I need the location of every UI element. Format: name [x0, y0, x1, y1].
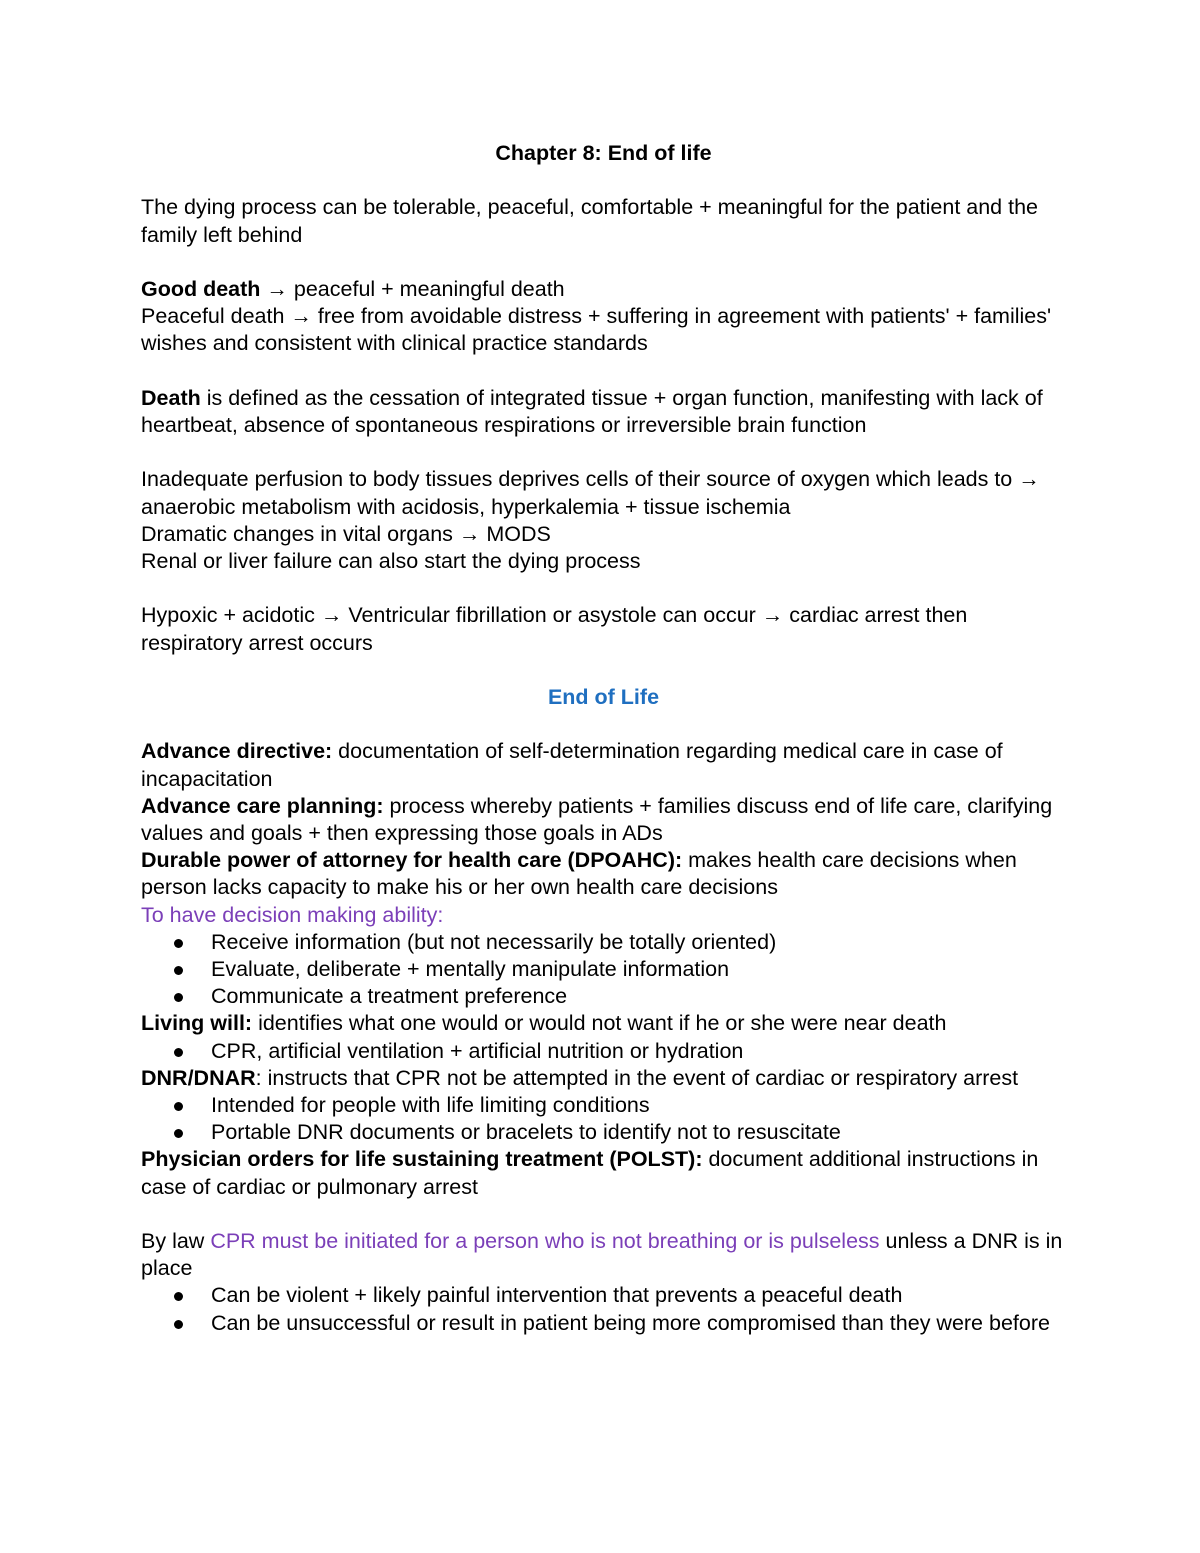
- list-item: Can be unsuccessful or result in patient being more compromised than they were before: [141, 1310, 1066, 1337]
- bullet-icon: [174, 1102, 183, 1111]
- bullet-icon: [174, 1292, 183, 1301]
- dnr-term: DNR/DNAR: [141, 1065, 256, 1090]
- advance-care-planning-text: process whereby patients + families discuss end of life care, clarifying values and goals + then expressing those goals in ADs: [141, 793, 1053, 845]
- arrow-icon: →: [458, 521, 481, 546]
- decision-ability-list: [141, 929, 1066, 1011]
- living-will-definition: [141, 1010, 1066, 1037]
- polst-text: document additional instructions in case of cardiac or pulmonary arrest: [141, 1147, 1039, 1199]
- perfusion-paragraph: [141, 466, 1066, 520]
- good-death-definition: [141, 276, 1066, 303]
- spacer: [141, 657, 1066, 684]
- arrow-icon: →: [320, 603, 343, 628]
- by-law-paragraph: [141, 1228, 1066, 1282]
- list-item: Can be violent + likely painful intervention that prevents a peaceful death: [141, 1282, 1066, 1309]
- dpoahc-text: makes health care decisions when person lacks capacity to make his or her own health care decisions: [141, 848, 1017, 900]
- spacer: [141, 167, 1066, 194]
- renal-liver-line: Renal or liver failure can also start the dying process: [141, 548, 641, 573]
- hypoxic-paragraph: [141, 602, 1066, 656]
- dnr-text: : instructs that CPR not be attempted in the event of cardiac or respiratory arrest: [255, 1065, 1019, 1090]
- peaceful-death-term: Peaceful death: [141, 304, 291, 329]
- bullet-icon: [174, 993, 183, 1002]
- advance-directive-text: documentation of self-determination regarding medical care in case of incapacitation: [141, 739, 1003, 791]
- section-heading: End of Life: [547, 684, 660, 709]
- list-item: Portable DNR documents or bracelets to identify not to resuscitate: [141, 1119, 1066, 1146]
- vital-organs-line: [141, 521, 1066, 548]
- spacer: [141, 1201, 1066, 1228]
- by-law-text-b: unless a DNR is in place: [141, 1229, 1063, 1281]
- living-will-term: Living will:: [141, 1011, 253, 1036]
- advance-care-planning-definition: [141, 793, 1066, 847]
- death-term: Death: [141, 385, 201, 410]
- advance-care-planning-term: Advance care planning:: [141, 793, 384, 818]
- intro-paragraph: The dying process can be tolerable, peaceful, comfortable + meaningful for the patient and the family left behind: [141, 195, 1038, 247]
- spacer: [141, 575, 1066, 602]
- arrow-icon: →: [290, 304, 312, 329]
- good-death-term: Good death: [141, 276, 261, 301]
- dpoahc-definition: [141, 847, 1066, 901]
- polst-term: Physician orders for life sustaining treatment (POLST):: [141, 1147, 703, 1172]
- by-law-highlight: CPR must be initiated for a person who is not breathing or is pulseless: [210, 1229, 880, 1253]
- hypoxic-text-a: Hypoxic + acidotic: [141, 603, 321, 628]
- peaceful-death-definition: [141, 303, 1066, 357]
- living-will-text: identifies what one would or would not want if he or she were near death: [252, 1011, 947, 1036]
- dnr-list: [141, 1092, 1066, 1146]
- spacer: [141, 249, 1066, 276]
- list-item: Receive information (but not necessarily be totally oriented): [141, 929, 1066, 956]
- living-will-list: [141, 1038, 1066, 1065]
- hypoxic-text-b: Ventricular fibrillation or asystole can occur: [342, 603, 762, 628]
- list-item: Communicate a treatment preference: [141, 983, 1066, 1010]
- arrow-icon: →: [266, 276, 288, 301]
- hypoxic-text-c: cardiac arrest then respiratory arrest occurs: [141, 603, 968, 655]
- by-law-list: [141, 1282, 1066, 1336]
- list-item: Evaluate, deliberate + mentally manipulate information: [141, 956, 1066, 983]
- advance-directive-definition: [141, 738, 1066, 792]
- perfusion-text-b: anaerobic metabolism with acidosis, hyperkalemia + tissue ischemia: [141, 494, 791, 519]
- dpoahc-term: Durable power of attorney for health care (DPOAHC):: [141, 848, 683, 873]
- death-text: is defined as the cessation of integrated tissue + organ function, manifesting with lack of heartbeat, absence of spontaneous respirations or irreversible brain function: [141, 385, 1043, 437]
- spacer: [141, 711, 1066, 738]
- bullet-icon: [174, 939, 183, 948]
- advance-directive-term: Advance directive:: [141, 739, 333, 764]
- dnr-definition: [141, 1065, 1066, 1092]
- by-law-text-a: By law: [141, 1229, 211, 1253]
- spacer: [141, 439, 1066, 466]
- bullet-icon: [174, 1320, 183, 1329]
- decision-ability-heading: To have decision making ability:: [141, 902, 444, 927]
- spacer: [141, 358, 1066, 385]
- peaceful-death-text: free from avoidable distress + suffering in agreement with patients' + families' wishes and consistent with clinical practice standards: [141, 304, 1052, 356]
- arrow-icon: →: [1018, 467, 1040, 492]
- mods-text: MODS: [480, 521, 551, 546]
- bullet-icon: [174, 1048, 183, 1057]
- document-page: [141, 140, 1066, 1337]
- arrow-icon: →: [761, 603, 784, 628]
- good-death-text: peaceful + meaningful death: [287, 276, 565, 301]
- perfusion-text-a: Inadequate perfusion to body tissues deprives cells of their source of oxygen which leads to: [141, 467, 1019, 492]
- death-definition: [141, 385, 1066, 439]
- bullet-icon: [174, 1129, 183, 1138]
- polst-definition: [141, 1146, 1066, 1200]
- page-title: Chapter 8: End of life: [495, 141, 712, 165]
- list-item: CPR, artificial ventilation + artificial nutrition or hydration: [141, 1038, 1066, 1065]
- bullet-icon: [174, 966, 183, 975]
- vital-organs-text: Dramatic changes in vital organs: [141, 521, 459, 546]
- list-item: Intended for people with life limiting conditions: [141, 1092, 1066, 1119]
